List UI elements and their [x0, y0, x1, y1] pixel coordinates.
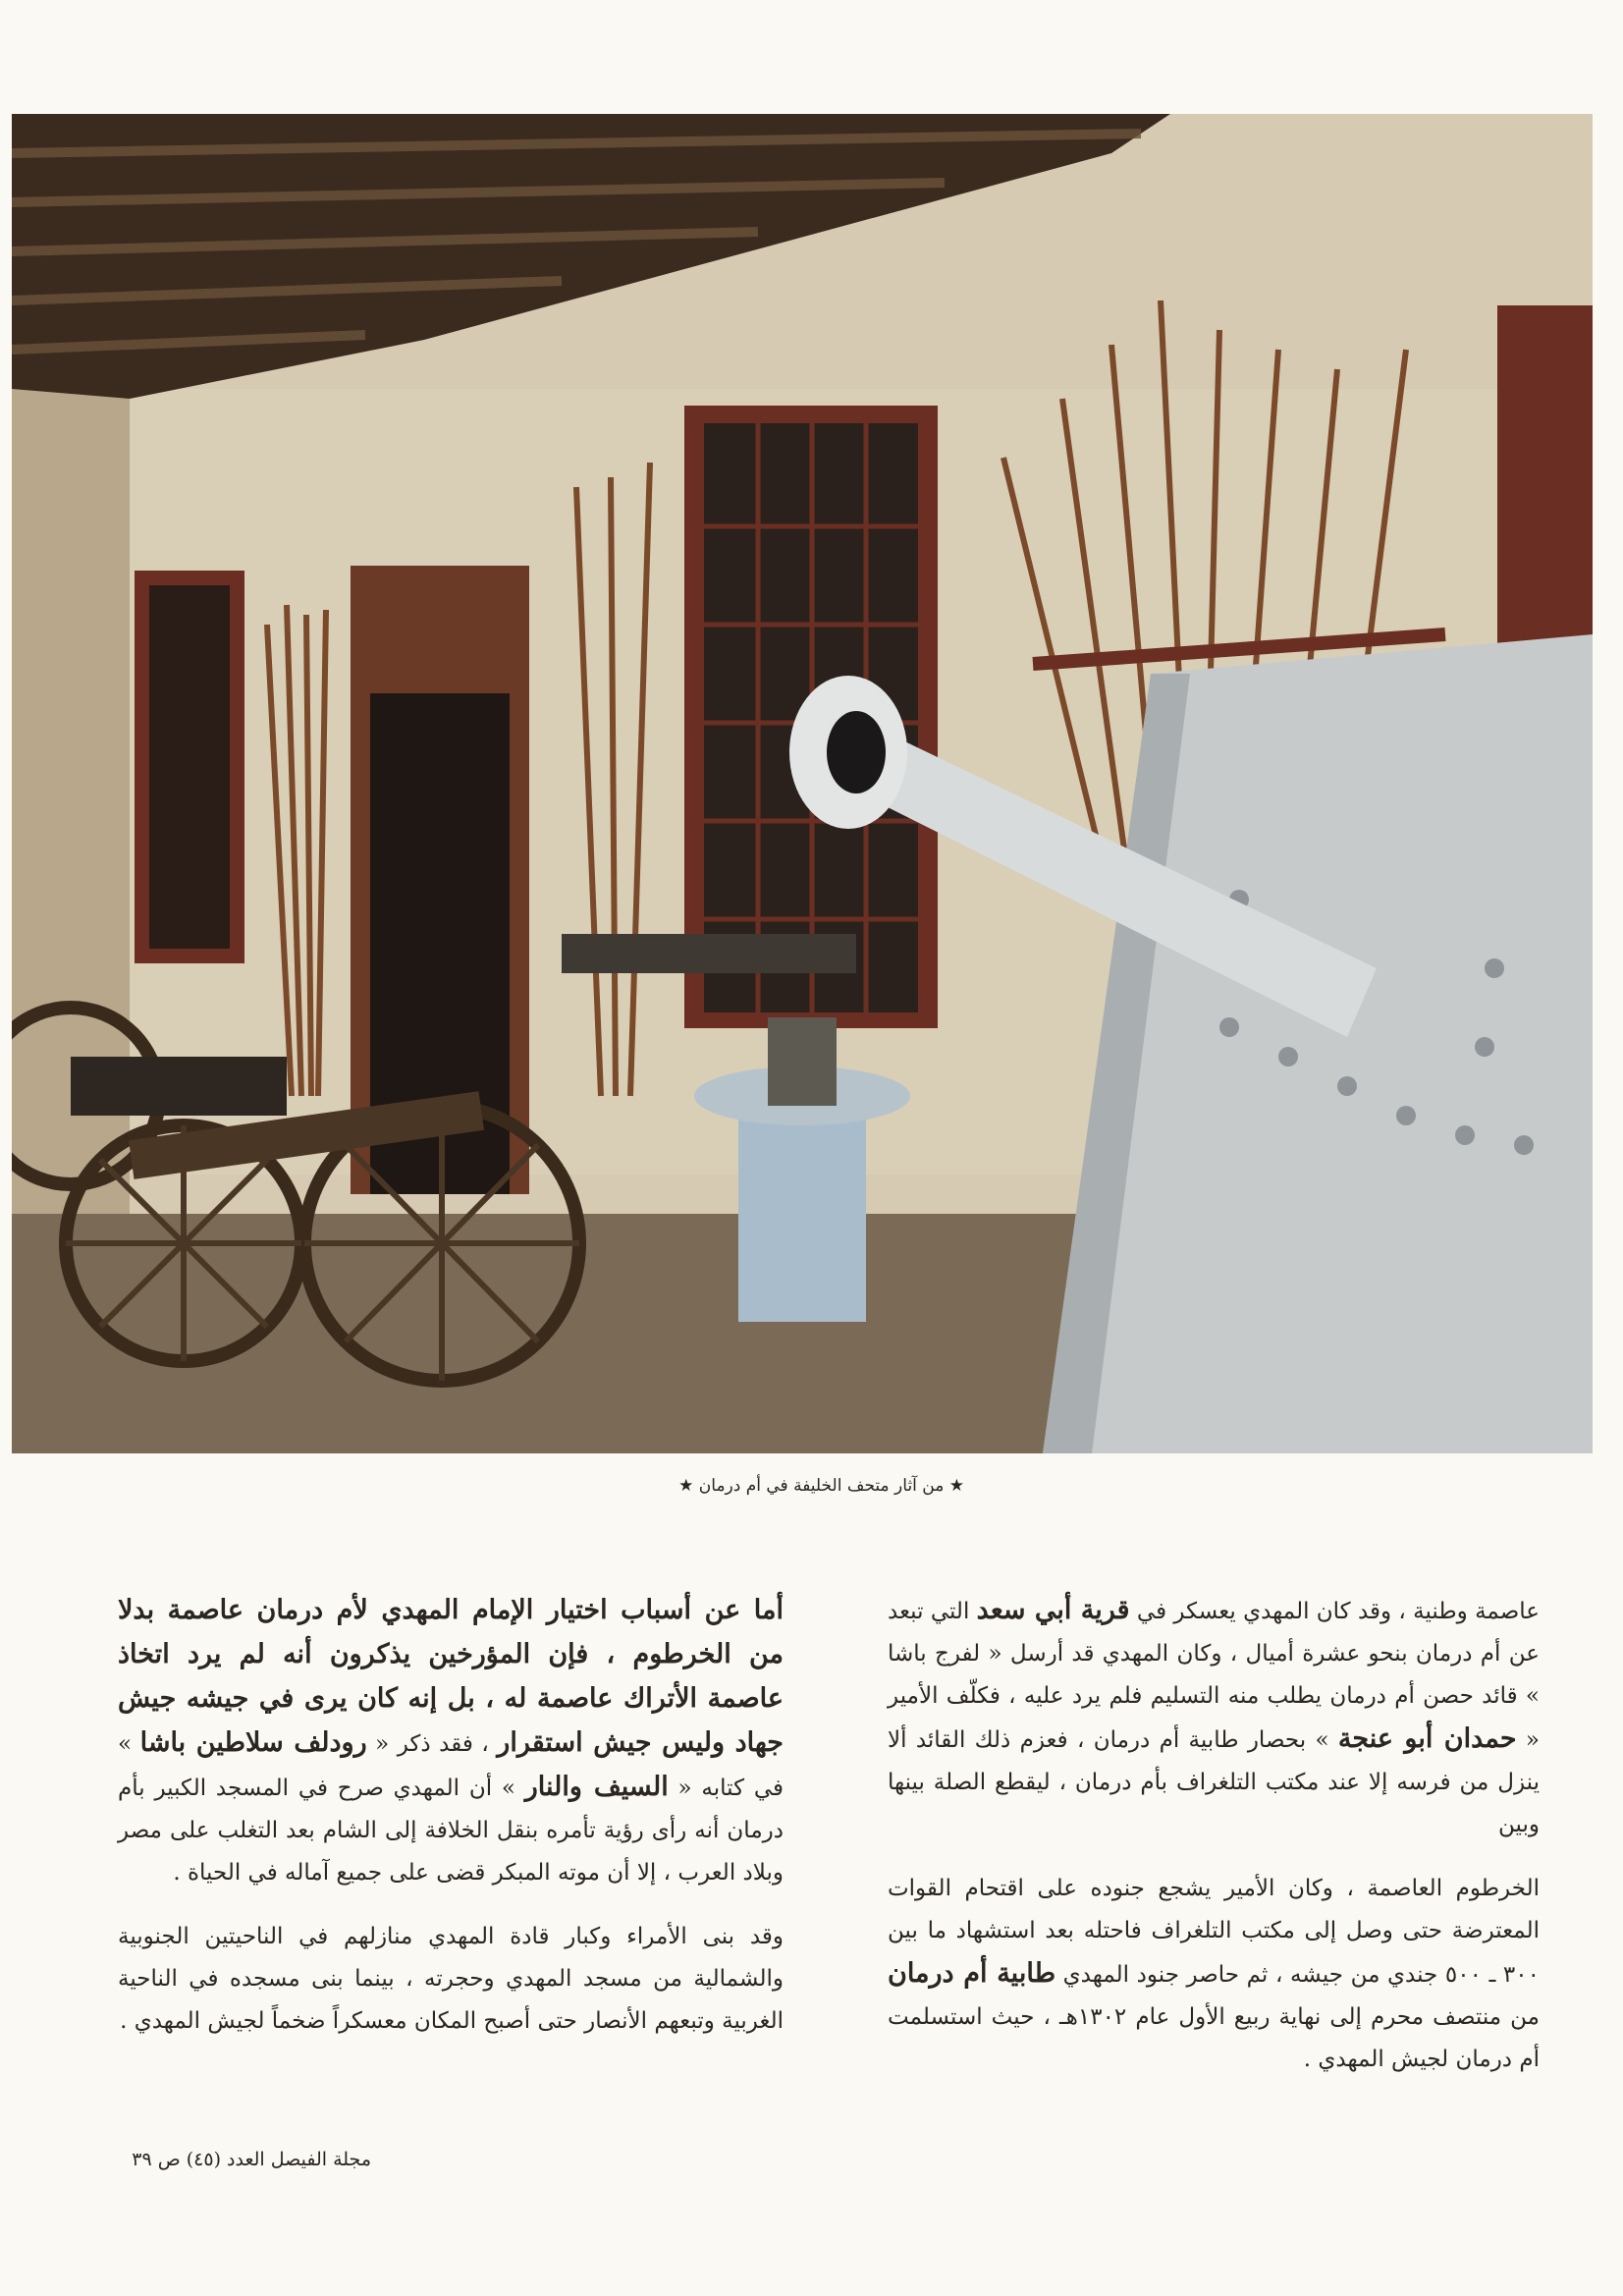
photo-caption: ★ من آثار متحف الخليفة في أم درمان ★ [678, 1476, 964, 1496]
article-column-right [888, 1589, 1540, 2103]
person-name: رودلف سلاطين باشا [139, 1727, 367, 1758]
place-name: طابية أم درمان [888, 1958, 1056, 1989]
place-name: قرية أبي سعد [976, 1595, 1130, 1625]
paragraph: عاصمة وطنية ، وقد كان المهدي يعسكر في قرية أبي سعد التي تبعد عن أم درمان بنحو عشرة أميال ، وكان المهدي قد أرسل « لفرج باشا » قائد حصن أم درمان يطلب منه التسليم فلم يرد عليه ، فكلّف الأمير « حمدان أبو عنجة » بحصار طابية أم درمان ، فعزم ذلك القائد ألا ينزل من فرسه إلا عند مكتب التلغراف بأم درمان ، ليقطع الصلة بينها وبين [888, 1595, 1540, 1837]
museum-photo-illustration [12, 114, 1593, 1453]
paragraph: أما عن أسباب اختيار الإمام المهدي لأم درمان عاصمة بدلا من الخرطوم ، فإن المؤرخين يذكرون أنه لم يرد اتخاذ عاصمة الأتراك عاصمة له ، بل إنه كان يرى في جيشه جيش جهاد وليس جيش استقرار ، فقد ذكر « رودلف سلاطين باشا » في كتابه « السيف والنار » أن المهدي صرح في المسجد الكبير بأم درمان أنه رأى رؤية تأمره بنقل الخلافة إلى الشام بعد التغلب على مصر وبلاد العرب ، إلا أن موته المبكر قضى على جميع آماله في الحياة . [118, 1595, 784, 1886]
museum-photo [12, 114, 1593, 1453]
paragraph: وقد بنى الأمراء وكبار قادة المهدي منازلهم في الناحيتين الجنوبية والشمالية من مسجد المهدي وحجرته ، بينما بنى مسجده في الناحية الغربية وتبعهم الأنصار حتى أصبح المكان معسكراً ضخماً لجيش المهدي . [118, 1924, 784, 2034]
book-title: السيف والنار [524, 1772, 669, 1802]
article-column-left [118, 1589, 784, 2064]
lead-statement: أما عن أسباب اختيار الإمام المهدي لأم درمان عاصمة بدلا من الخرطوم ، فإن المؤرخين يذكرون أنه لم يرد اتخاذ عاصمة الأتراك عاصمة له ، بل إنه كان يرى في جيشه جيش جهاد وليس جيش استقرار [118, 1595, 784, 1758]
page-footer: مجلة الفيصل العدد (٤٥) ص ٣٩ [132, 2149, 371, 2170]
paragraph: الخرطوم العاصمة ، وكان الأمير يشجع جنوده على اقتحام القوات المعترضة حتى وصل إلى مكتب التلغراف فاحتله بعد استشهاد ما بين ٣٠٠ ـ ٥٠٠ جندي من جيشه ، ثم حاصر جنود المهدي طابية أم درمان من منتصف محرم إلى نهاية ربيع الأول عام ١٣٠٢هـ ، حيث استسلمت أم درمان لجيش المهدي . [888, 1876, 1540, 2072]
person-name: حمدان أبو عنجة [1337, 1723, 1517, 1754]
